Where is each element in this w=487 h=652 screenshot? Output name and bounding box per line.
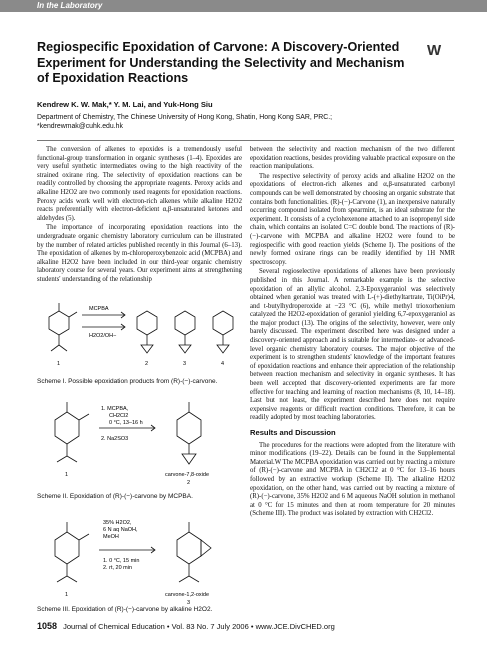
w-supplement-icon: W xyxy=(427,42,442,59)
affiliation: Department of Chemistry, The Chinese University of Hong Kong, Shatin, Hong Kong SAR, PRC.; xyxy=(37,114,333,121)
section-heading: Results and Discussion xyxy=(250,428,336,437)
scheme-1-diagram xyxy=(37,295,242,375)
column-right xyxy=(250,146,455,520)
condition: 2. rt, 20 min xyxy=(103,565,133,571)
condition: 1. 0 °C, 15 min xyxy=(103,558,140,564)
affiliation-block xyxy=(37,113,467,131)
page-footer xyxy=(37,621,335,631)
compound-label: 1 xyxy=(65,592,69,598)
scheme-3-diagram xyxy=(37,510,242,618)
compound-label: 3 xyxy=(183,361,187,367)
paragraph: Several regioselective epoxidations of alkenes have been previously published in this Journal. A remarkable example is the selective epoxidation of an allylic alcohol. 2,3-Epoxygeraniol was selectively obtained when geraniol was treated with L-(+)-diethyltartrate, Ti(OiPr)4, and t-butylhydroperoxide at −23 °C (6), while methyl trioxorhenium catalyzed the H2O2-epoxidation of geraniol yielding 6,7-epoxygeraniol as the major product (13). The origins of the selectivity, however, were only barely discussed. The experiment described here was designed under a discovery-oriented approach and is suitable for intermediate- or advanced-level organic chemistry laboratory courses. The major objective of the experiment is to strengthen students' knowledge of the important features of epoxidation reactions and enhance their appreciation of the relationship between reaction mechanism and selectivity in organic syntheses. It has been well accepted that discovery-oriented experiments are far more effective for teaching and learning of reaction mechanisms (8, 10, 14–18). Last but not least, the experiment described here does not require expensive reagents or difficult reaction conditions. Therefore, it can be readily adopted by most teaching laboratories. xyxy=(250,268,455,422)
scheme-1-caption: Scheme I. Possible epoxidation products from (R)-(−)-carvone. xyxy=(37,378,218,385)
compound-label: 2 xyxy=(187,480,191,486)
condition: 6 N aq NaOH, xyxy=(103,527,138,533)
paragraph: The respective selectivity of peroxy acids and alkaline H2O2 on the epoxidations of electron-rich alkenes and α,β-unsaturated carbonyl compounds can be well demonstrated by choosing an organic substrate that contains both functionalities. (R)-(−)-Carvone (1), an inexpensive naturally occurring compound isolated from spearmint, is an ideal substrate for the experiment. It consists of a cyclohexenone attached to an isopropenyl side chain, which contains an isolated C=C double bond. The reactions of (R)-(−)-carvone with MCPBA and alkaline H2O2 were found to be regiospecific with good reaction yields (Scheme I). The positions of the newly formed oxirane rings can be readily identified by 1H NMR spectroscopy. xyxy=(250,172,455,266)
condition: 1. MCPBA, xyxy=(101,406,129,412)
paragraph: The procedures for the reactions were adopted from the literature with minor modifications (19–22). Details can be found in the Supplemental Material.W The MCPBA epoxidation was carried out by reacting a mixture of (R)-(−)-carvone and MCPBA in CH2Cl2 at 0 °C for 13–16 hours followed by an extractive workup (Scheme II). The alkaline H2O2 epoxidation, on the other hand, was carried out by reacting a mixture of (R)-(−)-carvone, 35% H2O2 and 6 M aqueous NaOH solution in methanol at 0 °C for 15 minutes and then at room temperature for 20 minutes (Scheme III). The product was isolated by extraction with CH2Cl2. xyxy=(250,441,455,518)
paragraph: The importance of incorporating epoxidation reactions into the undergraduate organic chemistry laboratory curriculum can be illustrated by the number of related articles published recently in this Journal (6–13). The epoxidation of alkenes by m-chloroperoxybenzoic acid (MCPBA) and alkaline H2O2 have been included in our third-year organic chemistry laboratory course for several years. Our experiment aims at strengthening students' understanding of the relationship xyxy=(37,224,242,283)
condition: 0 °C, 13–16 h xyxy=(109,420,143,426)
condition: 35% H2O2, xyxy=(103,520,132,526)
scheme-3-caption: Scheme III. Epoxidation of (R)-(−)-carvone by alkaline H2O2. xyxy=(37,606,213,613)
condition: 2. Na2SO3 xyxy=(101,436,129,442)
authors: Kendrew K. W. Mak,* Y. M. Lai, and Yuk-Hong Siu xyxy=(37,100,213,109)
product-name: carvone-7,8-oxide xyxy=(165,472,210,478)
compound-label: 1 xyxy=(57,361,61,367)
compound-label: 3 xyxy=(187,600,191,606)
article-title: Regiospecific Epoxidation of Carvone: A Discovery-Oriented Experiment for Understanding the Selectivity and Mechanism of Epoxidation Reactions xyxy=(37,40,405,85)
section-label: In the Laboratory xyxy=(37,1,103,10)
reagent-bottom: H2O2/OH− xyxy=(89,333,117,339)
compound-label: 4 xyxy=(221,361,225,367)
paragraph: The conversion of alkenes to epoxides is a tremendously useful functional-group transformation in organic syntheses (1–4). Epoxides are very useful synthetic intermediates owing to the high reactivity of the strained oxirane ring. The selectivity of epoxidation reactions can be readily controlled by choosing the appropriate reagents. Peroxy acids and alkaline H2O2 are two commonly used reagents for epoxidation reactions. Peroxy acids work well with electron-rich alkenes while alkaline H2O2 reacts preferentially with electron-deficient α,β-unsaturated ketones and aldehydes (5). xyxy=(37,146,242,222)
page-number: 1058 xyxy=(37,621,58,631)
product-name: carvone-1,2-oxide xyxy=(165,592,210,598)
compound-label: 2 xyxy=(145,361,149,367)
compound-label: 1 xyxy=(65,472,69,478)
condition: MeOH xyxy=(103,534,119,540)
reagent-top: MCPBA xyxy=(89,306,109,312)
divider xyxy=(37,140,454,141)
condition: CH2Cl2 xyxy=(109,413,129,419)
scheme-2-diagram xyxy=(37,392,242,492)
column-left xyxy=(37,146,242,286)
journal-info: Journal of Chemical Education • Vol. 83 No. 7 July 2006 • www.JCE.DivCHED.org xyxy=(63,622,335,631)
paragraph: between the selectivity and reaction mechanism of the two different epoxidation reactions, besides providing valuable practical exposure on the reaction manipulations. xyxy=(250,146,455,171)
section-header-bar xyxy=(0,0,487,12)
email: *kendrewmak@cuhk.edu.hk xyxy=(37,123,123,130)
scheme-2-caption: Scheme II. Epoxidation of (R)-(−)-carvone by MCPBA. xyxy=(37,493,193,500)
